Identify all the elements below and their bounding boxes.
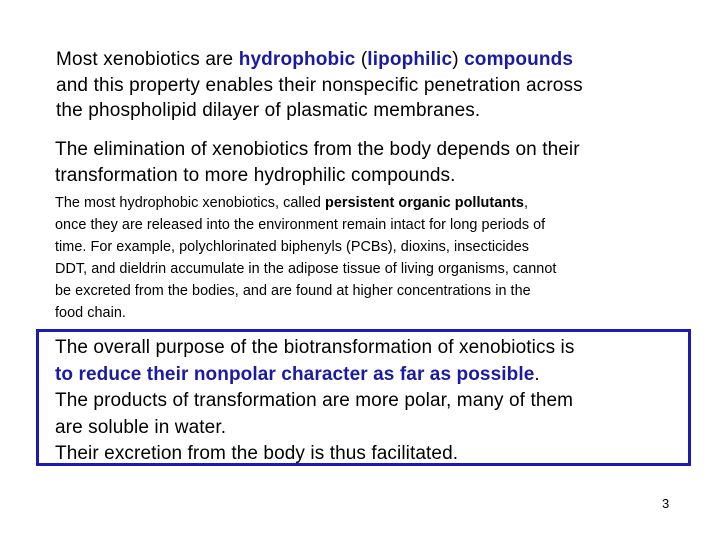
paragraph3-line2: once they are released into the environment remain intact for long periods of [55, 216, 546, 233]
paragraph1-line1 [56, 47, 676, 73]
open-paren: ( [355, 49, 368, 70]
paragraph-hydrophobic-xenobiotics [56, 47, 676, 124]
boxed-line4: are soluble in water. [55, 416, 227, 438]
paragraph1-lead: Most xenobiotics are [56, 49, 239, 70]
paragraph3-line6: food chain. [55, 304, 126, 321]
boxed-line2 [55, 362, 685, 389]
paragraph3-line5: be excreted from the bodies, and are found at higher concentrations in the [55, 282, 531, 299]
boxed-highlight-end: . [534, 363, 540, 385]
boxed-line3: The products of transformation are more polar, many of them [55, 390, 574, 411]
paragraph1-line2: and this property enables their nonspecific penetration across [56, 74, 583, 96]
paragraph-biotransformation-purpose [55, 335, 685, 468]
term-lipophilic: lipophilic [367, 49, 453, 70]
page-number: 3 [662, 496, 670, 511]
paragraph3-line1 [55, 193, 685, 215]
paragraph3-lead-end: , [523, 195, 529, 211]
paragraph2-line1: The elimination of xenobiotics from the body depends on their [55, 139, 580, 160]
paragraph-elimination [55, 137, 675, 189]
paragraph3-line3: time. For example, polychlorinated biphenyls (PCBs), dioxins, insecticides [55, 238, 529, 255]
paragraph3-lead: The most hydrophobic xenobiotics, called [55, 195, 326, 211]
term-reduce-nonpolar: to reduce their nonpolar character as far as possible [55, 363, 535, 385]
term-hydrophobic: hydrophobic [238, 49, 356, 70]
boxed-line1: The overall purpose of the biotransformation of xenobiotics is [55, 337, 575, 358]
paragraph1-line3: the phospholipid dilayer of plasmatic membranes. [56, 100, 481, 121]
term-persistent-organic-pollutants: persistent organic pollutants [325, 195, 524, 211]
paragraph2-line2: transformation to more hydrophilic compounds. [55, 165, 456, 186]
boxed-line5: Their excretion from the body is thus facilitated. [55, 443, 459, 464]
close-paren: ) [452, 49, 465, 70]
term-compounds: compounds [464, 49, 574, 70]
paragraph-persistent-pollutants [55, 193, 685, 324]
paragraph3-line4: DDT, and dieldrin accumulate in the adipose tissue of living organisms, cannot [55, 260, 557, 277]
